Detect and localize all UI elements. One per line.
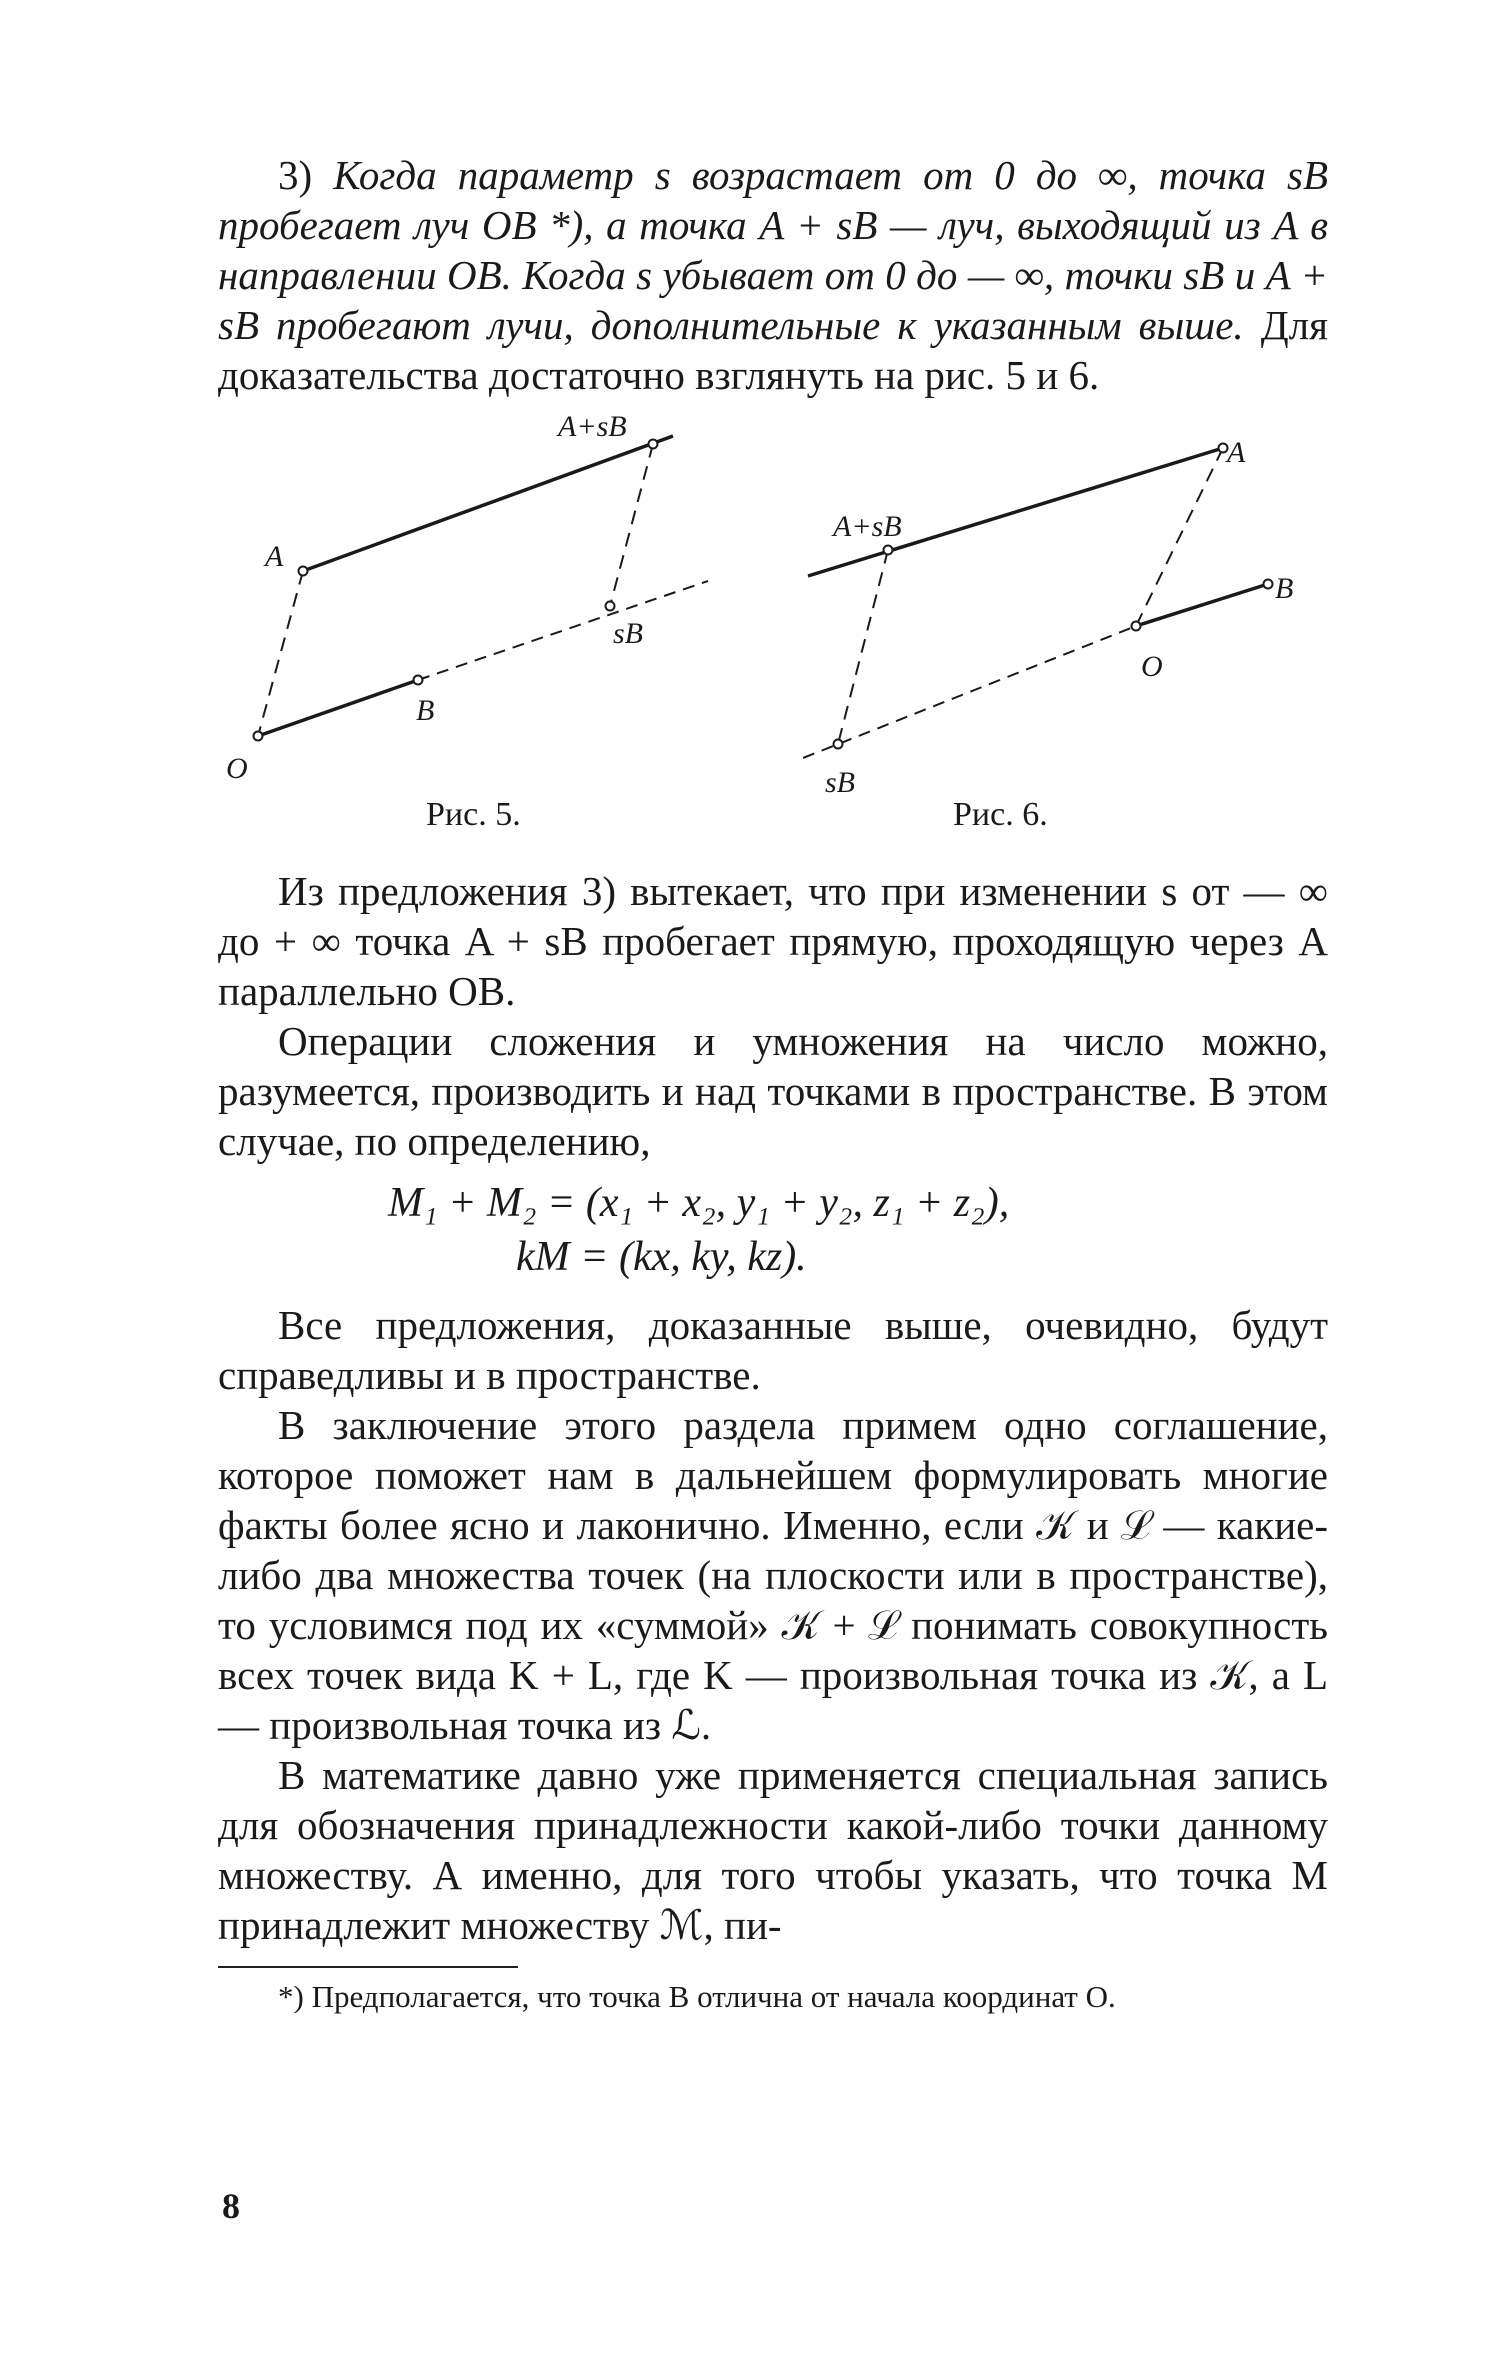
dash-sb-apsb xyxy=(610,444,653,606)
ray-ob-opposite-dashed xyxy=(803,626,1136,758)
segment-o-b xyxy=(1136,584,1268,626)
ray-a-plus-sb xyxy=(303,436,673,571)
point-a-plus-sb xyxy=(884,546,893,555)
paragraph-statement-3 xyxy=(218,150,1328,400)
paragraph-line-through-a: Из предложения 3) вытекает, что при изменении s от — ∞ до + ∞ точка A + sB пробегает прямую, проходящую через A параллельно OB. xyxy=(218,868,1328,1014)
figure-6-drawing xyxy=(803,406,1323,1006)
footnote-rule xyxy=(218,1966,518,1968)
ray-ob-dashed xyxy=(418,581,708,680)
statement-plain-text: Для доказательства достаточно взглянуть на рис. 5 и 6. xyxy=(218,302,1328,398)
statement-number: 3) xyxy=(278,152,313,198)
point-b xyxy=(414,676,423,685)
dash-sb-apsb xyxy=(838,550,888,744)
label-sb: sB xyxy=(825,766,855,799)
paragraph-membership-notation: В математике давно уже применяется специальная запись для обозначения принадлежности какой-либо точки данному множеству. А именно, для того чтобы указать, что точка M принадлежит множеству ℳ, пи- xyxy=(218,1752,1328,1948)
dash-o-a xyxy=(1136,448,1223,626)
paragraph-valid-in-space: Все предложения, доказанные выше, очевидно, будут справедливы и в пространстве. xyxy=(218,1302,1328,1398)
figure-5-drawing xyxy=(218,406,738,1006)
label-a-plus-sb: A+sB xyxy=(558,410,627,443)
page-body xyxy=(218,150,1328,2016)
label-b: B xyxy=(1275,572,1294,605)
figure-6-caption: Рис. 6. xyxy=(953,796,1048,833)
point-b xyxy=(1264,580,1273,589)
label-b: B xyxy=(416,694,435,727)
paragraph-set-sum-convention: В заключение этого раздела примем одно соглашение, которое поможет нам в дальнейшем формулировать многие факты более ясно и лаконично. Именно, если 𝒦 и ℒ — какие-либо два множества точек (на плоскости или в пространстве), то условимся под их «суммой» 𝒦 + ℒ понимать совокупность всех точек вида K + L, где K — произвольная точка из 𝒦, а L — произвольная точка из ℒ. xyxy=(218,1402,1328,1748)
formula-scalar-multiple: kM = (kx, ky, kz). xyxy=(516,1234,807,1280)
figure-5 xyxy=(218,406,738,1006)
page-number: 8 xyxy=(222,2186,240,2226)
dash-o-a xyxy=(258,571,303,736)
segment-o-b xyxy=(258,680,418,736)
point-a-plus-sb xyxy=(649,440,658,449)
formula-point-sum: M₁ + M₂ = (x₁ + x₂, y₁ + y₂, z₁ + z₂), xyxy=(388,1180,1010,1226)
point-o xyxy=(254,732,263,741)
label-a-plus-sb: A+sB xyxy=(833,510,902,543)
label-a: A xyxy=(265,540,284,573)
point-sb xyxy=(606,602,615,611)
point-o xyxy=(1132,622,1141,631)
label-sb: sB xyxy=(613,617,643,650)
footnote: *) Предполагается, что точка B отлична от начала координат O. xyxy=(278,1979,1116,2014)
figure-6 xyxy=(803,406,1323,1006)
figures-row xyxy=(218,406,1328,1006)
label-a: A xyxy=(1227,436,1246,469)
statement-italic-text: Когда параметр s возрастает от 0 до ∞, точка sB пробегает луч OB *), а точка A + sB — луч, выходящий из A в направлении OB. Когда s убывает от 0 до — ∞, точки sB и A + sB пробегают лучи, дополнительные к указанным выше. xyxy=(218,152,1329,348)
point-a xyxy=(299,567,308,576)
label-o: O xyxy=(1141,650,1163,683)
figure-5-caption: Рис. 5. xyxy=(426,796,521,833)
point-sb xyxy=(834,740,843,749)
paragraph-space-operations: Операции сложения и умножения на число можно, разумеется, производить и над точками в пространстве. В этом случае, по определению, xyxy=(218,1018,1328,1164)
label-o: O xyxy=(226,752,248,785)
